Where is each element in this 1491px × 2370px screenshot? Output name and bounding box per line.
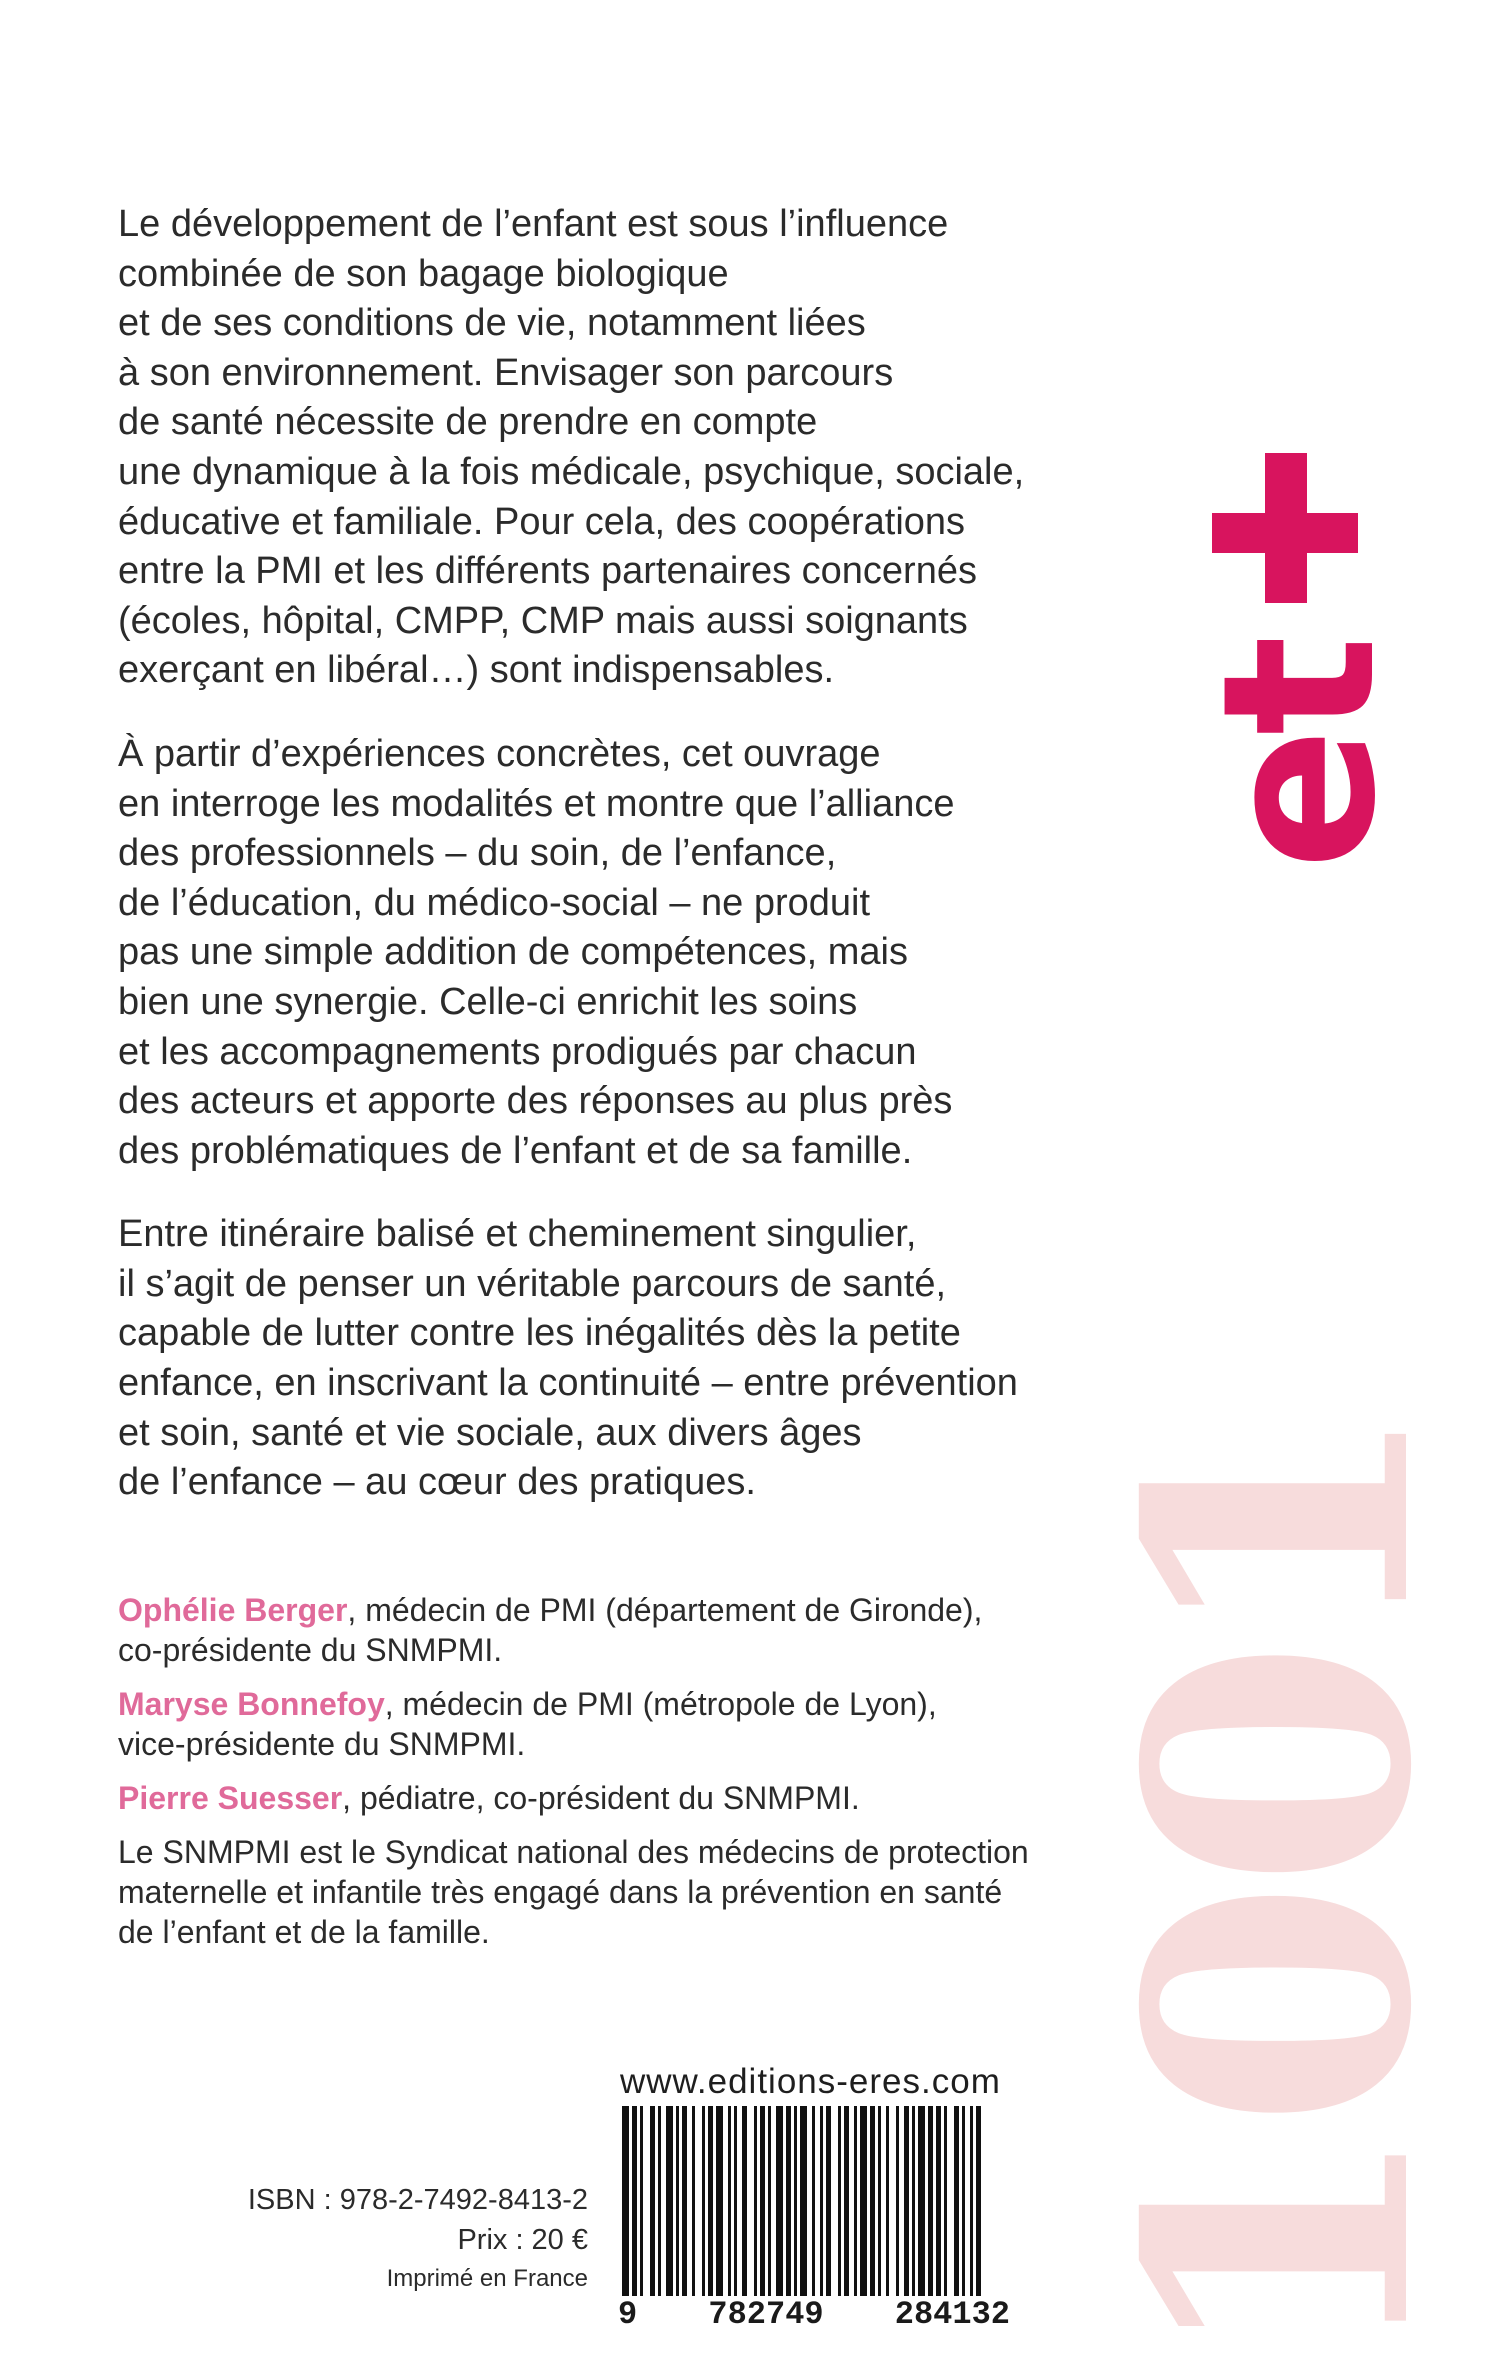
barcode-bar [650,2106,655,2296]
barcode-bar [716,2106,723,2296]
barcode-bar [944,2106,947,2296]
barcode-bar [904,2106,909,2296]
barcode-bar [786,2106,791,2296]
barcode-bar [692,2106,695,2296]
author-description: , médecin de PMI (département de Gironde), co-présidente du SNMPMI. [118,1592,983,1668]
barcode-bar [854,2106,857,2296]
barcode-bar [826,2106,831,2296]
barcode-bars [618,2106,1010,2296]
author-entry [118,1778,1118,1818]
barcode-digit-group: 782749 [708,2296,824,2333]
author-name: Ophélie Berger [118,1592,348,1628]
barcode-bar [844,2106,849,2296]
barcode-bar [702,2106,705,2296]
barcode-digits [618,2296,1010,2333]
blurb-paragraph-2: À partir d’expériences concrètes, cet ouvrage en interroge les modalités et montre que l’alliance des professionnels – du soin, de l’enfance, de l’éducation, du médico-social – ne produit pas une simple addition de compétences, mais bien une synergie. Celle-ci enrichit les soins et les accompagnements prodigués par chacun des acteurs et apporte des réponses au plus près des problématiques de l’enfant et de sa famille. [118,732,955,1172]
barcode-bar [666,2106,673,2296]
series-word [1177,610,1422,870]
author-entry [118,1684,1118,1764]
barcode-bar [838,2106,841,2296]
isbn: ISBN : 978-2-7492-8413-2 [247,2184,588,2216]
barcode-bar [728,2106,731,2296]
barcode-bar [640,2106,643,2296]
barcode-bar [768,2106,771,2296]
barcode-bar [658,2106,661,2296]
barcode-bar [870,2106,875,2296]
barcode-bar [962,2106,965,2296]
barcode-digit-group: 9 [618,2296,638,2333]
ghost-series-text [1068,1170,1491,2370]
barcode-bar [860,2106,867,2296]
ghost-text: 1001 [1068,1408,1491,2370]
barcode-bar [976,2106,981,2296]
union-note: Le SNMPMI est le Syndicat national des médecins de protection maternelle et infantile très engagé dans la prévention en santé de l’enfant et de la famille. [118,1834,1029,1950]
barcode-bar [754,2106,757,2296]
barcode-bar [970,2106,973,2296]
author-description: , médecin de PMI (métropole de Lyon), vice-présidente du SNMPMI. [118,1686,937,1762]
barcode-bar [622,2106,629,2296]
barcode-bar [820,2106,823,2296]
barcode-bar [936,2106,941,2296]
barcode-bar [682,2106,687,2296]
barcode-bar [928,2106,933,2296]
barcode-bar [742,2106,747,2296]
imprint [248,2180,588,2298]
publisher-website: www.editions-eres.com [620,2062,1001,2101]
author-name: Maryse Bonnefoy [118,1686,385,1722]
barcode-bar [776,2106,783,2296]
barcode-bar [812,2106,815,2296]
author-description: , pédiatre, co-président du SNMPMI. [342,1780,860,1816]
barcode-bar [886,2106,889,2296]
blurb-paragraph-3: Entre itinéraire balisé et cheminement singulier, il s’agit de penser un véritable parcours de santé, capable de lutter contre les inégalités dès la petite enfance, en inscrivant la continuité – entre prévention et soin, santé et vie sociale, aux divers âges de l’enfance – au cœur des pratiques. [118,1213,1018,1504]
barcode-bar [878,2106,881,2296]
printed-in: Imprimé en France [386,2265,588,2292]
authors-section [118,1590,1118,1952]
barcode-bar [708,2106,713,2296]
barcode-bar [676,2106,679,2296]
author-entry [118,1590,1118,1670]
barcode-bar [794,2106,797,2296]
author-name: Pierre Suesser [118,1780,343,1816]
barcode-bar [954,2106,959,2296]
barcode-bar [632,2106,637,2296]
barcode-bar [800,2106,807,2296]
barcode-bar [918,2106,925,2296]
price: Prix : 20 € [457,2224,588,2256]
barcode-bar [912,2106,915,2296]
blurb-paragraph-1: Le développement de l’enfant est sous l’influence combinée de son bagage biologique et de ses conditions de vie, notamment liées à son environnement. Envisager son parcours de santé nécessite de prendre en compte une dynamique à la fois médicale, psychique, sociale, éducative et familiale. Pour cela, des coopérations entre la PMI et les différents partenaires concernés (écoles, hôpital, CMPP, CMP mais aussi soignants exerçant en libéral…) sont indispensables. [118,203,1025,692]
plus-icon-vertical [1265,453,1307,603]
barcode-digit-group: 284132 [894,2296,1010,2333]
barcode-bar [896,2106,899,2296]
series-word-text: et [1177,643,1422,870]
barcode [618,2106,1010,2302]
barcode-bar [760,2106,765,2296]
blurb [118,200,1118,1542]
barcode-bar [734,2106,737,2296]
